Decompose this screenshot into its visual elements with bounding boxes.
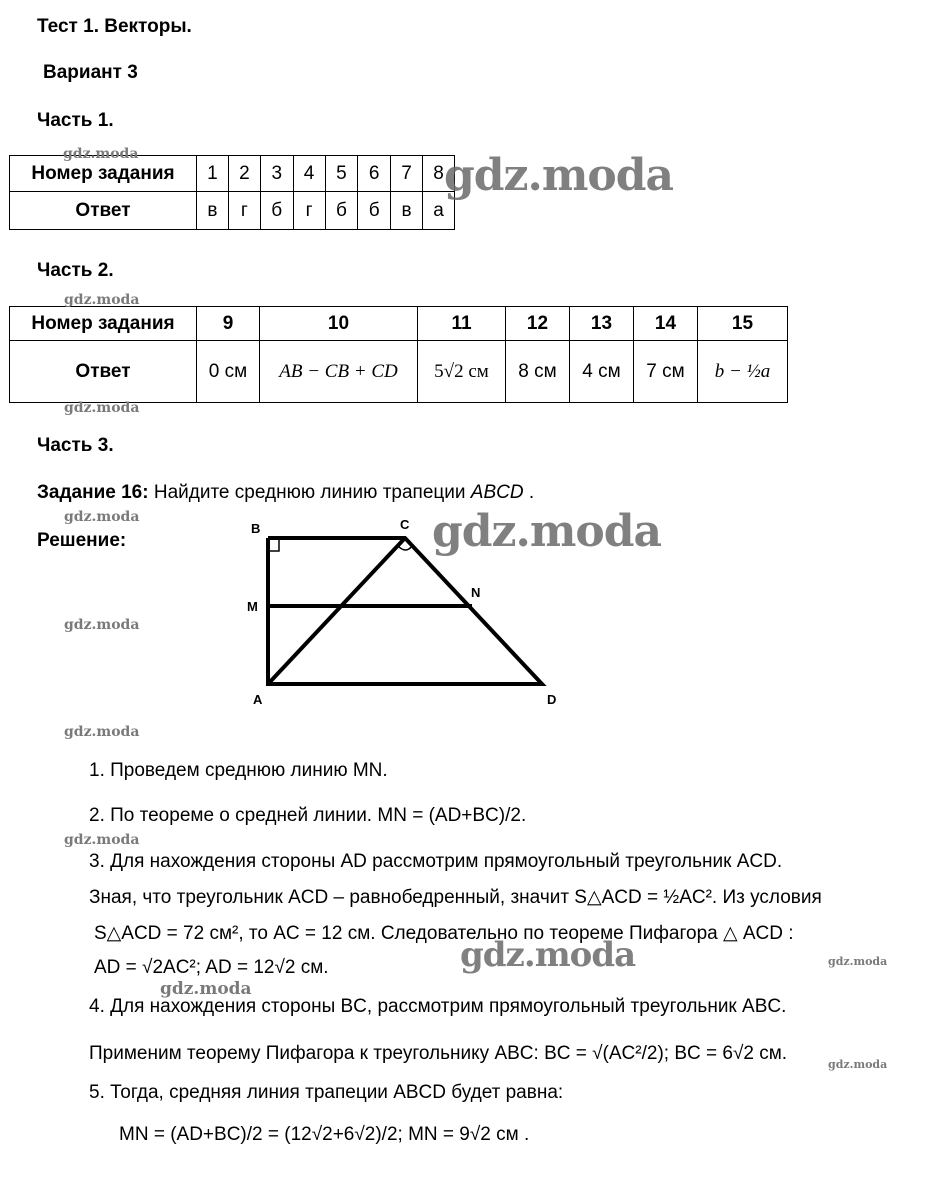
part2-title: Часть 2. xyxy=(37,260,114,281)
task-number: 3 xyxy=(260,156,293,192)
answer-cell: г xyxy=(293,192,325,230)
watermark: gdz.moda xyxy=(64,292,140,308)
answer-cell: б xyxy=(260,192,293,230)
watermark: gdz.moda xyxy=(828,955,888,968)
answer-10-text: AB − CB + CD xyxy=(279,360,398,382)
row-label: Ответ xyxy=(10,192,197,230)
row-label: Номер задания xyxy=(10,156,197,192)
vertex-label-b: B xyxy=(251,521,261,536)
task-number: 12 xyxy=(506,307,570,341)
watermark: gdz.moda xyxy=(63,146,139,162)
part1-title: Часть 1. xyxy=(37,110,114,131)
step-4-line-1: 4. Для нахождения стороны BC, рассмотрим прямоугольный треугольник ABC. xyxy=(89,996,787,1017)
vertex-label-a: A xyxy=(253,692,263,707)
part2-answer-table xyxy=(9,306,788,403)
watermark: gdz.moda xyxy=(432,506,662,557)
task-number: 15 xyxy=(698,307,788,341)
watermark: gdz.moda xyxy=(64,617,140,633)
table-row xyxy=(10,341,788,403)
watermark: gdz.moda xyxy=(444,150,674,201)
task-number: 2 xyxy=(228,156,260,192)
task-number: 7 xyxy=(391,156,423,192)
step-5-line-1: 5. Тогда, средняя линия трапеции ABCD будет равна: xyxy=(89,1082,564,1103)
task-number: 1 xyxy=(197,156,229,192)
answer-cell: 5√2 см xyxy=(418,341,506,403)
row-label: Ответ xyxy=(10,341,197,403)
watermark: gdz.moda xyxy=(64,400,140,416)
task-text: Найдите среднюю линию трапеции xyxy=(153,482,466,503)
answer-cell: б xyxy=(358,192,391,230)
task-number: 11 xyxy=(418,307,506,341)
watermark: gdz.moda xyxy=(828,1058,888,1071)
answer-cell: 7 см xyxy=(634,341,698,403)
answer-cell: b − ½a xyxy=(698,341,788,403)
task-label: Задание 16: xyxy=(37,482,149,503)
vertex-label-c: C xyxy=(400,517,410,532)
variant-label: Вариант 3 xyxy=(43,62,138,83)
answer-cell: а xyxy=(423,192,455,230)
solution-label: Решение: xyxy=(37,530,127,551)
watermark: gdz.moda xyxy=(160,979,252,999)
answer-cell: г xyxy=(228,192,260,230)
task-number: 5 xyxy=(325,156,358,192)
step-3-line-3: S△ACD = 72 см², то AC = 12 см. Следовательно по теореме Пифагора △ ACD : xyxy=(94,923,794,944)
table-row xyxy=(10,307,788,341)
step-1: 1. Проведем среднюю линию MN. xyxy=(89,760,388,781)
answer-cell: 0 см xyxy=(197,341,260,403)
watermark: gdz.moda xyxy=(64,724,140,740)
step-3-line-1: 3. Для нахождения стороны AD рассмотрим прямоугольный треугольник ACD. xyxy=(89,851,783,872)
part3-title: Часть 3. xyxy=(37,435,114,456)
task-number: 13 xyxy=(570,307,634,341)
task-16: Задание 16: Найдите среднюю линию трапеции ABCD . xyxy=(37,482,535,503)
step-4-line-2: Применим теорему Пифагора к треугольнику ABC: BC = √(AC²/2); BC = 6√2 см. xyxy=(89,1043,788,1064)
step-3-line-4: AD = √2AC²; AD = 12√2 см. xyxy=(94,957,329,978)
task-number: 9 xyxy=(197,307,260,341)
table-row xyxy=(10,192,455,230)
vertex-label-d: D xyxy=(547,692,557,707)
watermark: gdz.moda xyxy=(64,509,140,525)
vertex-label-m: M xyxy=(247,599,258,614)
task-number: 6 xyxy=(358,156,391,192)
vertex-label-n: N xyxy=(471,585,481,600)
watermark: gdz.moda xyxy=(64,832,140,848)
step-3-line-2: Зная, что треугольник ACD – равнобедренный, значит S△ACD = ½AC². Из условия xyxy=(89,887,822,908)
answer-cell: 8 см xyxy=(506,341,570,403)
step-5-line-2: MN = (AD+BC)/2 = (12√2+6√2)/2; MN = 9√2 см . xyxy=(119,1124,530,1145)
part1-answer-table xyxy=(9,155,455,230)
task-number: 8 xyxy=(423,156,455,192)
answer-cell: 4 см xyxy=(570,341,634,403)
step-2: 2. По теореме о средней линии. MN = (AD+BC)/2. xyxy=(89,805,527,826)
row-label: Номер задания xyxy=(10,307,197,341)
task-figure-name: ABCD xyxy=(470,482,524,503)
task-number: 14 xyxy=(634,307,698,341)
watermark: gdz.moda xyxy=(460,935,636,975)
task-number: 4 xyxy=(293,156,325,192)
diagonal-ac xyxy=(268,538,405,684)
test-title: Тест 1. Векторы. xyxy=(37,16,192,37)
task-number: 10 xyxy=(260,307,418,341)
answer-cell: в xyxy=(391,192,423,230)
answer-cell: в xyxy=(197,192,229,230)
right-angle-mark-c xyxy=(398,546,412,550)
answer-cell xyxy=(260,341,418,403)
trapezoid-outline xyxy=(268,538,542,684)
answer-cell: б xyxy=(325,192,358,230)
